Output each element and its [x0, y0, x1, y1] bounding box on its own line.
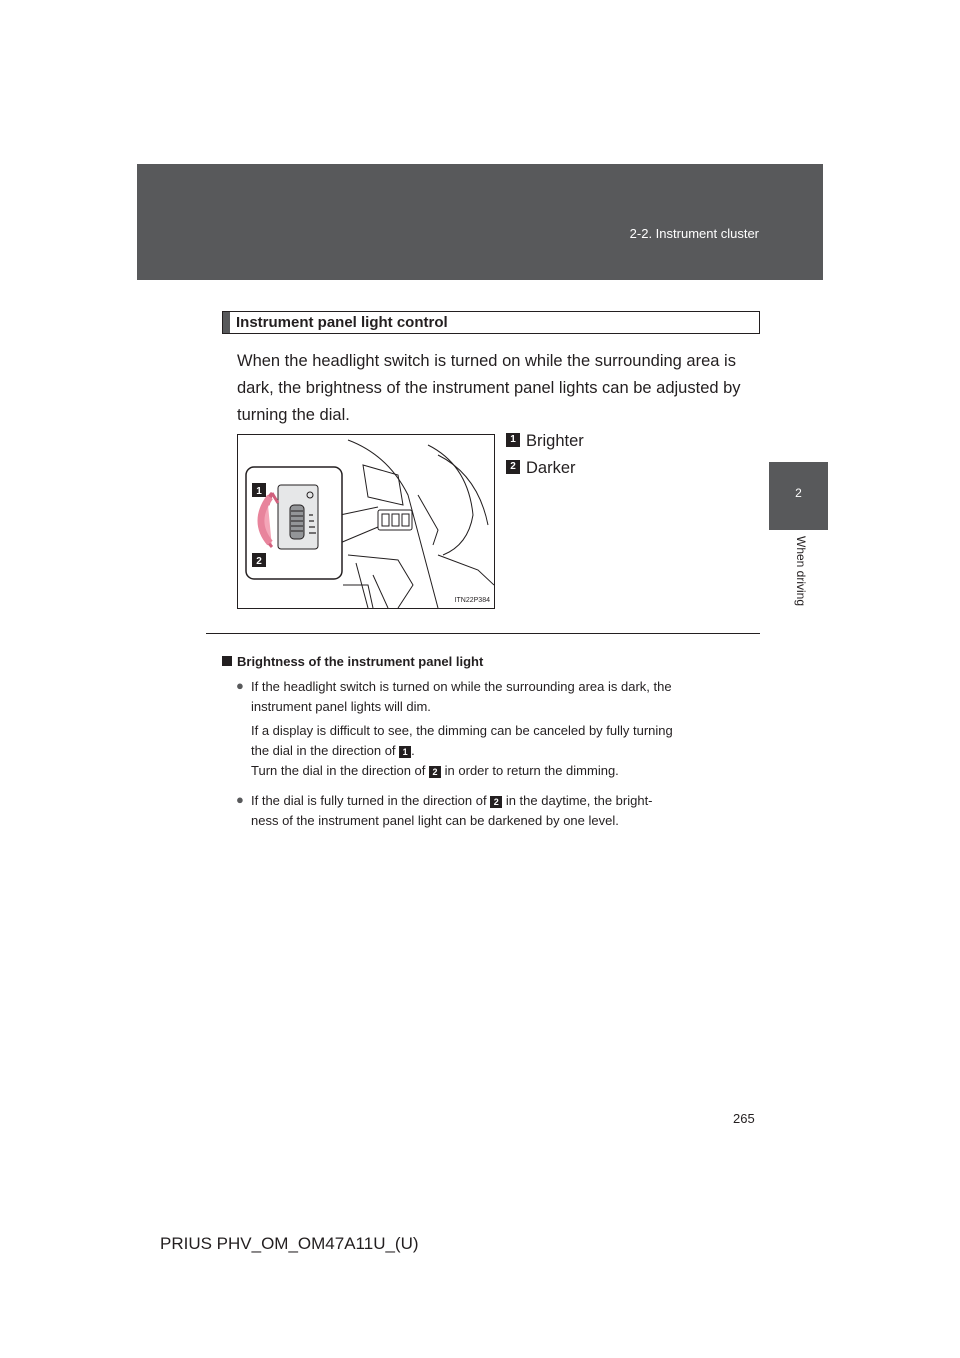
bullet-icon: ●: [236, 792, 244, 807]
line-with-badge: [251, 741, 754, 761]
legend-item-brighter: [506, 432, 584, 451]
line: ness of the instrument panel light can be darkened by one level.: [251, 813, 619, 828]
bullet-icon: ●: [236, 678, 244, 693]
callout-2: 2: [256, 556, 262, 567]
text: .: [411, 743, 415, 758]
chapter-tab: [769, 462, 828, 530]
line: If the headlight switch is turned on while the surrounding area is dark, the: [251, 679, 672, 694]
document-footer: PRIUS PHV_OM_OM47A11U_(U): [160, 1234, 419, 1253]
dimmer-dial: [290, 505, 304, 539]
callout-1: 1: [256, 486, 262, 497]
text: the dial in the direction of: [251, 743, 396, 758]
legend-label: Brighter: [526, 432, 584, 450]
steering-wheel: [438, 455, 488, 525]
intro-paragraph: When the headlight switch is turned on while the surrounding area is dark, the brightness of the instrument panel lights can be adjusted by turning the dial.: [237, 352, 741, 424]
chapter-number: 2: [795, 486, 802, 500]
text: If the dial is fully turned in the direction of: [251, 793, 487, 808]
line-with-badge: [251, 791, 754, 811]
figure-code: ITN22P384: [454, 597, 490, 604]
section-title-box: [222, 311, 760, 334]
legend-item-darker: [506, 459, 576, 478]
page-number: 265: [733, 1111, 755, 1126]
dashboard-illustration: [237, 434, 495, 609]
chapter-label-wrapper: [790, 536, 812, 626]
number-badge: 1: [506, 433, 520, 447]
number-badge: 2: [490, 796, 502, 808]
text: in order to return the dimming.: [444, 763, 619, 778]
divider: [206, 633, 760, 634]
note-heading-text: Brightness of the instrument panel light: [237, 654, 484, 669]
line: If a display is difficult to see, the dimming can be canceled by fully turning: [251, 723, 673, 738]
number-badge: 2: [506, 460, 520, 474]
header-band: [137, 164, 823, 280]
number-badge: 1: [399, 746, 411, 758]
switch-cluster: [378, 510, 412, 530]
section-breadcrumb: 2-2. Instrument cluster: [629, 226, 759, 241]
text: in the daytime, the bright-: [505, 793, 653, 808]
heading-marker-icon: [222, 656, 232, 666]
section-title: Instrument panel light control: [236, 314, 448, 331]
note-bullet-1-detail: [251, 721, 754, 781]
text: Turn the dial in the direction of: [251, 763, 426, 778]
number-badge: 2: [429, 766, 441, 778]
note-heading: [222, 654, 483, 669]
section-title-bar: [223, 312, 230, 333]
line: instrument panel lights will dim.: [251, 699, 431, 714]
line-with-badge: [251, 761, 754, 781]
dashboard-drawing: [238, 435, 494, 608]
air-vent: [363, 465, 403, 505]
chapter-label: When driving: [794, 536, 808, 607]
legend-label: Darker: [526, 459, 576, 477]
note-bullet-2: [251, 791, 754, 831]
note-bullet-1: [251, 677, 754, 717]
